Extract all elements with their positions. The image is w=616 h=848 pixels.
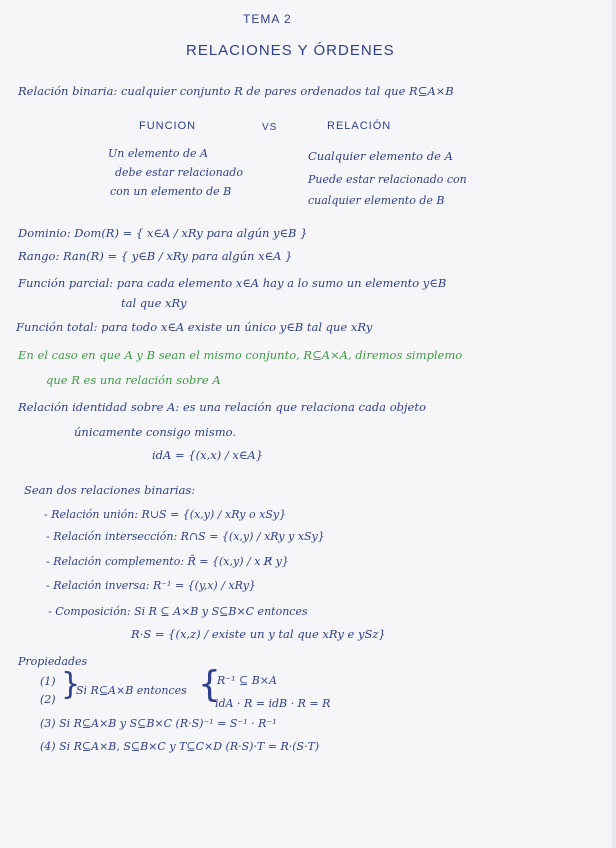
property-4: (4) Si R⊆A×B, S⊆B×C y T⊆C×D (R·S)·T = R·(S·T) [40,740,320,753]
note-line-2: que R es una relación sobre A [46,373,221,387]
funcion-line-1: Un elemento de A [108,147,208,160]
relacion-line-2: Puede estar relacionado con [308,173,467,186]
dominio-definition: Dominio: Dom(R) = { x∈A / xRy para algún y∈B } [18,226,308,240]
left-brace: } [61,667,81,702]
funcion-parcial-line-2: tal que xRy [121,296,187,310]
relacion-heading: RELACIÓN [327,120,392,132]
property-1-2-condition: Si R⊆A×B entonces [76,684,187,697]
tema-label: TEMA 2 [243,12,292,26]
property-2-label: (2) [40,693,56,706]
operation-composition: - Composición: Si R ⊆ A×B y S⊆B×C entonces [48,605,308,618]
right-brace: { [198,664,221,705]
composition-formula: R·S = {(x,z) / existe un y tal que xRy e ySz} [131,627,386,641]
relacion-line-1: Cualquier elemento de A [308,149,453,163]
funcion-line-3: con un elemento de B [110,185,232,198]
identity-line-2: únicamente consigo mismo. [74,425,237,439]
properties-heading: Propiedades [18,655,88,668]
property-1-result: R⁻¹ ⊆ B×A [217,674,277,687]
operation-inverse: - Relación inversa: R⁻¹ = {(y,x) / xRy} [46,579,256,592]
operation-intersection: - Relación intersección: R∩S = {(x,y) / xRy y xSy} [46,530,325,543]
operation-union: - Relación unión: R∪S = {(x,y) / xRy o xSy} [44,508,287,521]
binary-relation-definition: Relación binaria: cualquier conjunto R de pares ordenados tal que R⊆A×B [18,84,454,98]
funcion-line-2: debe estar relacionado [115,166,243,179]
identity-formula: idA = {(x,x) / x∈A} [152,448,264,462]
rango-definition: Rango: Ran(R) = { y∈B / xRy para algún x∈A } [18,249,293,263]
vs-label: VS [262,122,278,133]
property-1-label: (1) [40,675,56,688]
funcion-heading: FUNCION [139,120,197,132]
property-3: (3) Si R⊆A×B y S⊆B×C (R·S)⁻¹ = S⁻¹ · R⁻¹ [40,717,277,730]
identity-line-1: Relación identidad sobre A: es una relación que relaciona cada objeto [18,400,426,414]
operation-complement: - Relación complemento: R̄ = {(x,y) / x R̸ y} [46,555,289,568]
note-line-1: En el caso en que A y B sean el mismo conjunto, R⊆A×A, diremos simplemo [18,348,463,362]
property-2-result: idA · R = idB · R = R [215,697,331,710]
funcion-parcial-line-1: Función parcial: para cada elemento x∈A hay a lo sumo un elemento y∈B [18,276,447,290]
page-title: RELACIONES Y ÓRDENES [186,42,395,59]
operations-heading: Sean dos relaciones binarias: [24,483,196,497]
funcion-total-definition: Función total: para todo x∈A existe un único y∈B tal que xRy [16,320,373,334]
relacion-line-3: cualquier elemento de B [308,194,445,207]
